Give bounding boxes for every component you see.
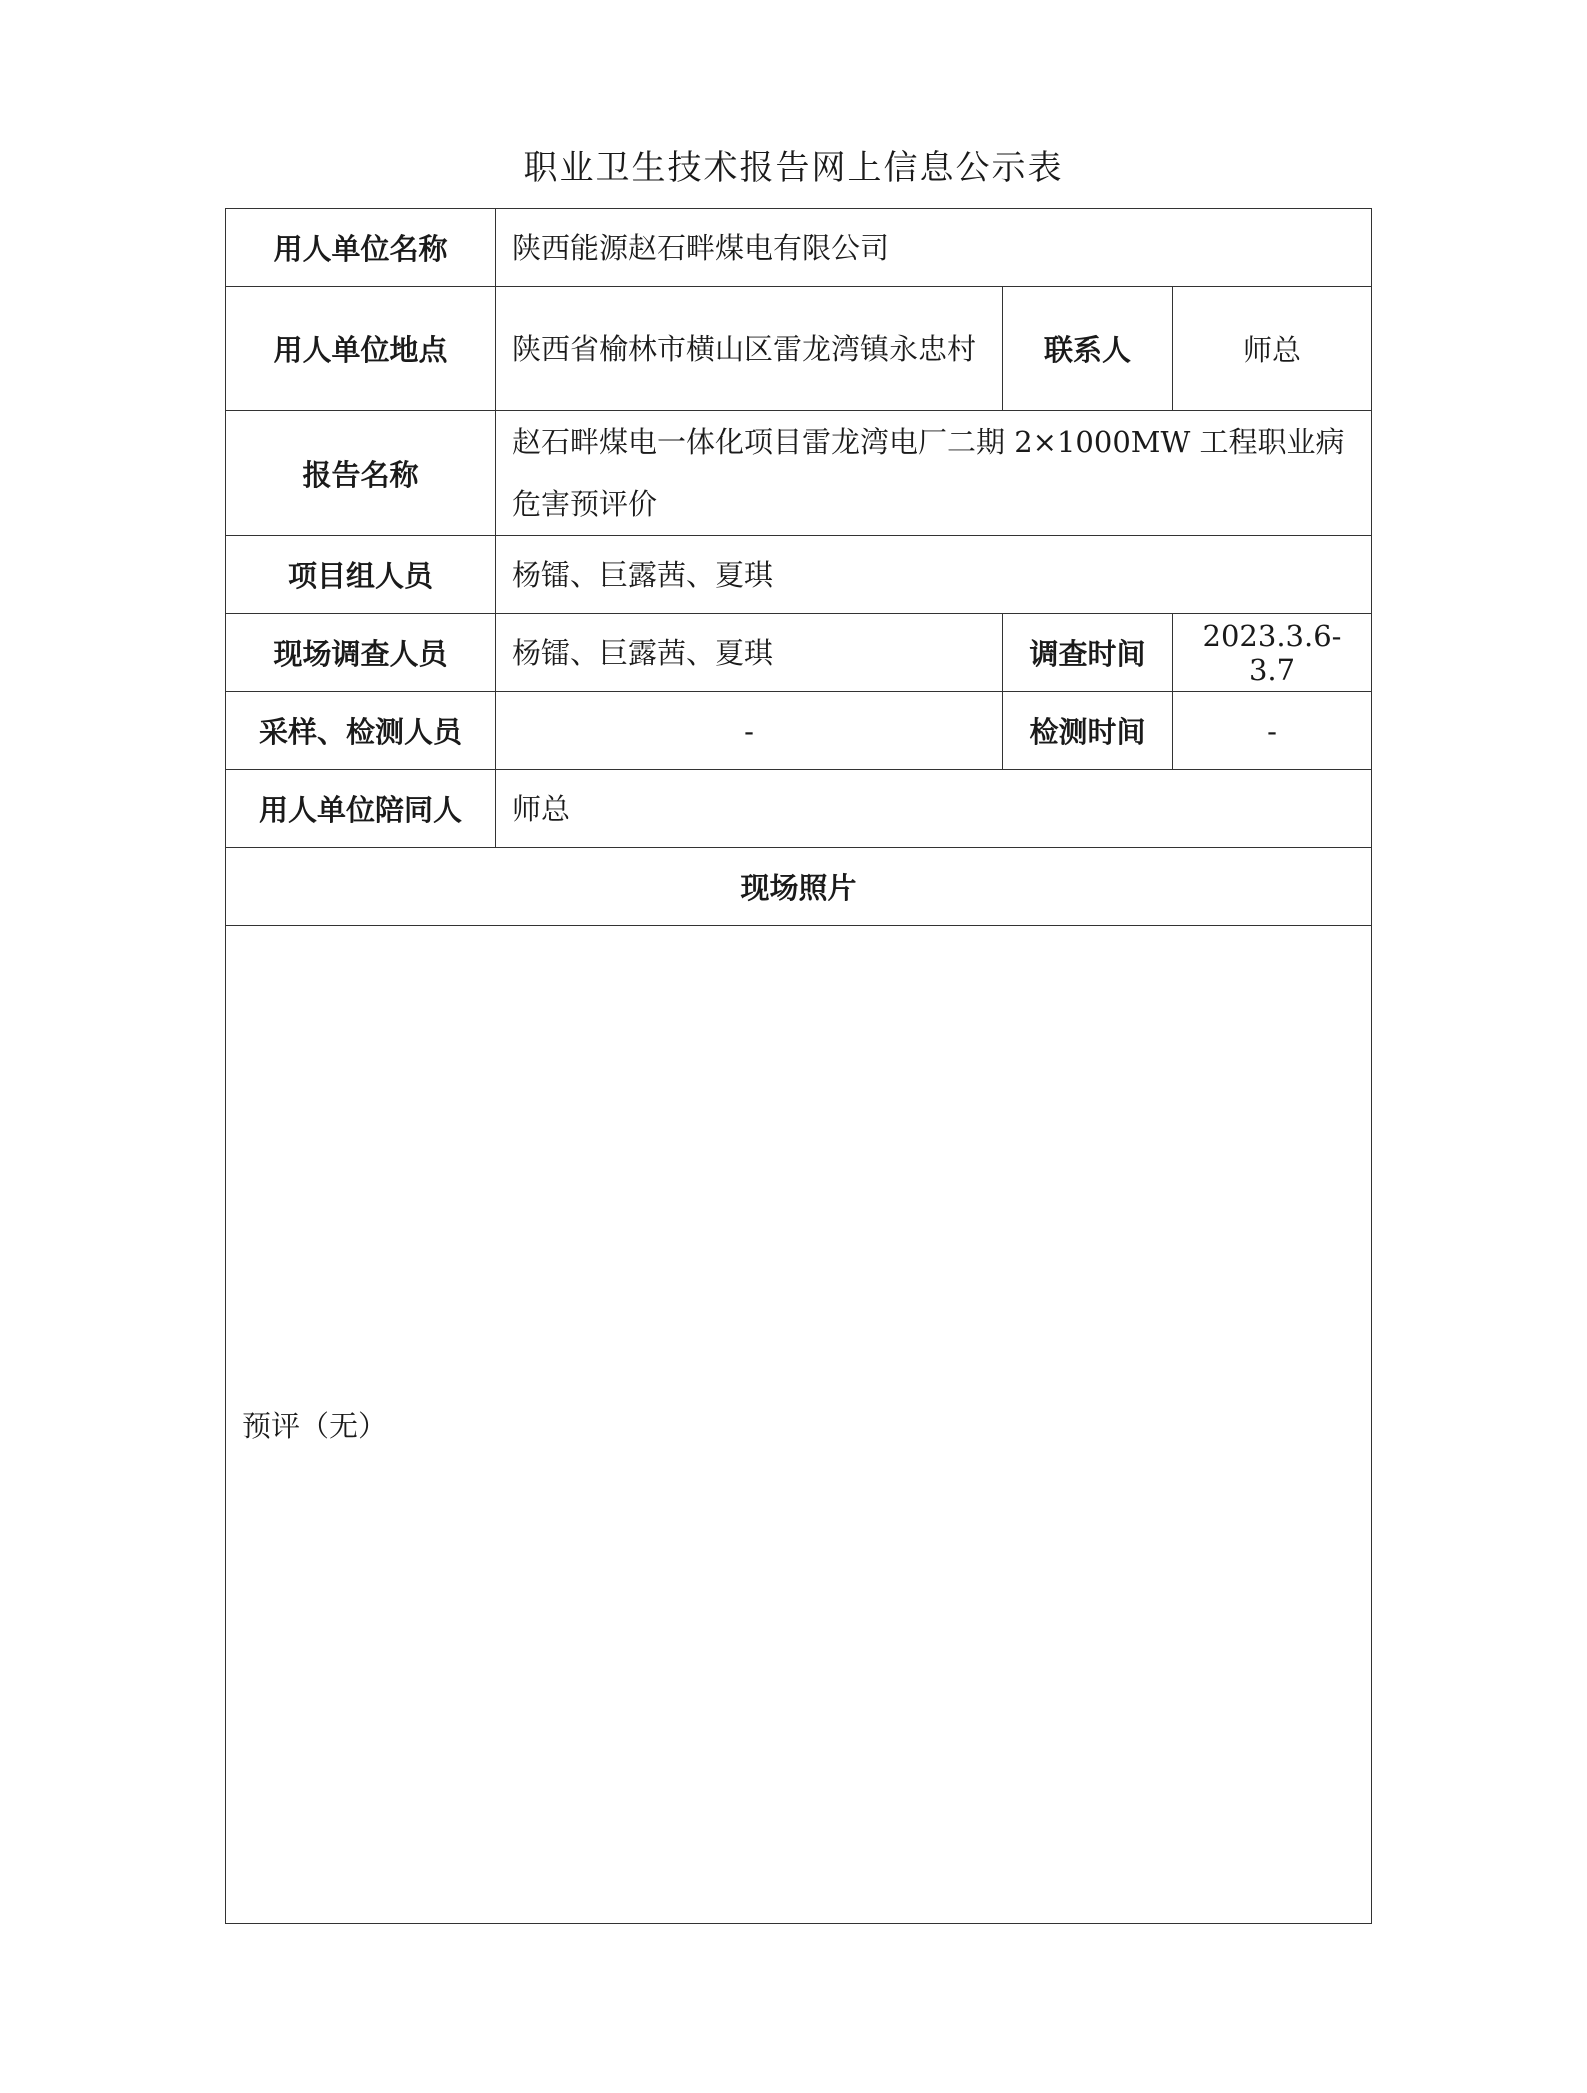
accompany-label: 用人单位陪同人 (226, 770, 496, 848)
row-photos-content (226, 926, 1372, 1924)
survey-time-label: 调查时间 (1003, 614, 1173, 692)
row-project-team (226, 536, 1372, 614)
row-sampling (226, 692, 1372, 770)
test-time-label: 检测时间 (1003, 692, 1173, 770)
report-name-label: 报告名称 (226, 411, 496, 536)
project-team-value: 杨镭、巨露茜、夏琪 (496, 536, 1372, 614)
row-employer-address (226, 287, 1372, 411)
employer-address-label: 用人单位地点 (226, 287, 496, 411)
test-time-value: - (1173, 692, 1372, 770)
row-site-survey (226, 614, 1372, 692)
row-accompany (226, 770, 1372, 848)
report-name-value: 赵石畔煤电一体化项目雷龙湾电厂二期 2×1000MW 工程职业病危害预评价 (496, 411, 1372, 536)
photos-header: 现场照片 (226, 848, 1372, 926)
page-title: 职业卫生技术报告网上信息公示表 (523, 148, 1064, 188)
contact-value: 师总 (1173, 287, 1372, 411)
accompany-value: 师总 (496, 770, 1372, 848)
info-table (225, 208, 1372, 1924)
sampling-label: 采样、检测人员 (226, 692, 496, 770)
employer-name-value: 陕西能源赵石畔煤电有限公司 (496, 209, 1372, 287)
contact-label: 联系人 (1003, 287, 1173, 411)
site-survey-label: 现场调查人员 (226, 614, 496, 692)
employer-name-label: 用人单位名称 (226, 209, 496, 287)
row-employer-name (226, 209, 1372, 287)
site-survey-value: 杨镭、巨露茜、夏琪 (496, 614, 1003, 692)
row-report-name (226, 411, 1372, 536)
survey-time-value: 2023.3.6-3.7 (1173, 614, 1372, 692)
photos-content: 预评（无） (226, 926, 1372, 1924)
sampling-value: - (496, 692, 1003, 770)
row-photos-header (226, 848, 1372, 926)
employer-address-value: 陕西省榆林市横山区雷龙湾镇永忠村 (496, 287, 1003, 411)
project-team-label: 项目组人员 (226, 536, 496, 614)
